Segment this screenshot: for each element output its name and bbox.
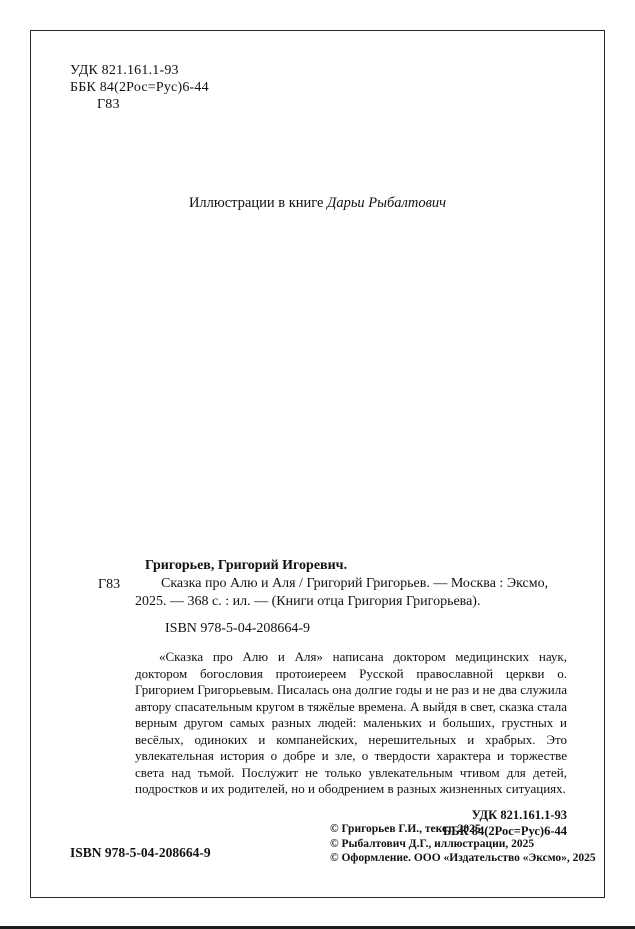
udk-top: УДК 821.161.1-93 [70,63,179,78]
author-heading: Григорьев, Григорий Игоревич. [145,558,348,573]
author-sign-margin: Г83 [98,577,121,592]
catalog-card [98,557,567,839]
illustrations-credit-prefix: Иллюстрации в книге [188,195,328,211]
isbn-footer: ISBN 978-5-04-208664-9 [70,845,211,860]
isbn-catalog-line: ISBN 978-5-04-208664-9 [165,621,311,636]
bbk-bottom: ББК 84(2Рос=Рус)6-44 [443,823,567,838]
copyright-list [330,822,596,866]
udk-bottom: УДК 821.161.1-93 [471,807,567,822]
copyright-line-publisher: © Оформление. ООО «Издательство «Эксмо», 2025 [330,852,596,864]
author-sign-top: Г83 [97,97,120,112]
bbk-top: ББК 84(2Рос=Рус)6-44 [70,80,209,95]
bibliographic-description: Сказка про Алю и Аля / Григорий Григорьев. — Москва : Эксмо, 2025. — 368 с. : ил. — (Книги отца Григория Григорьева). [135,576,549,609]
copyright-line-text: © Григорьев Г.И., текст, 2025 [330,823,481,835]
annotation-text: «Сказка про Алю и Аля» написана доктором медицинских наук, доктором богословия протоиереем Русской православной церкви о. Григорием Григорьевым. Писалась она долгие годы и не раз и не два служила автору спасательным кругом в тяжёлые времена. А выйдя в свет, сказка стала верным другом самых разных людей: маленьких и больших, грустных и весёлых, одиноких и компанейских, нерешительных и храбрых. Это увлекательная история о добре и зле, о твердости характера и торжестве света над тьмой. Послужит не только увлекательным чтивом для детей, подростков и их родителей, но и ободрением в разных жизненных ситуациях. [135,649,567,796]
illustrations-credit-line [31,195,604,212]
illustrator-name: Дарьи Рыбалтович [327,195,447,211]
classification-block-top [70,62,209,113]
copyright-line-illustrations: © Рыбалтович Д.Г., иллюстрации, 2025 [330,837,535,850]
page-border [30,30,605,898]
